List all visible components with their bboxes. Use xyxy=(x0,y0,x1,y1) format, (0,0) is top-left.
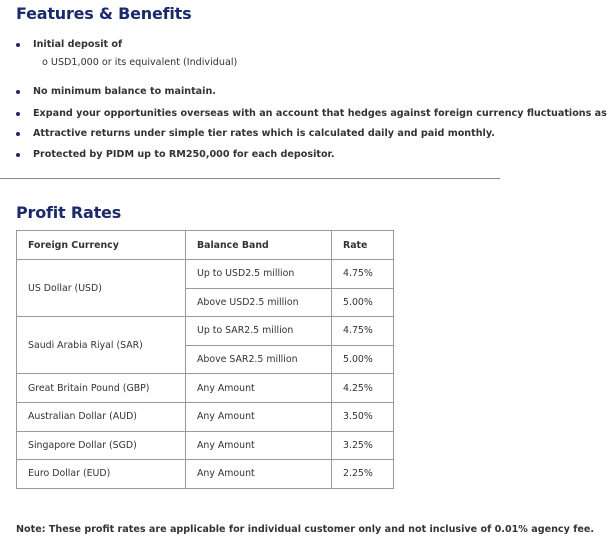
list-item-text: Protected by PIDM up to RM250,000 for each depositor. xyxy=(33,149,335,160)
cell-currency: Singapore Dollar (SGD) xyxy=(17,431,186,460)
table-row xyxy=(17,460,394,489)
list-item-text: No minimum balance to maintain. xyxy=(33,86,216,97)
bullet-icon xyxy=(16,153,20,157)
table-row xyxy=(17,374,394,403)
cell-currency: Great Britain Pound (GBP) xyxy=(17,374,186,403)
cell-rate: 2.25% xyxy=(332,460,394,489)
header-rate: Rate xyxy=(332,231,394,260)
cell-band: Any Amount xyxy=(186,374,332,403)
cell-rate: 3.25% xyxy=(332,431,394,460)
list-item-text: Initial deposit of xyxy=(33,39,123,50)
cell-band: Above SAR2.5 million xyxy=(186,345,332,374)
cell-band: Above USD2.5 million xyxy=(186,288,332,317)
bullet-icon xyxy=(16,90,20,94)
header-balance-band: Balance Band xyxy=(186,231,332,260)
table-row xyxy=(17,402,394,431)
cell-rate: 5.00% xyxy=(332,288,394,317)
section-divider xyxy=(0,178,500,179)
cell-band: Any Amount xyxy=(186,431,332,460)
cell-band: Up to USD2.5 million xyxy=(186,260,332,289)
table-row xyxy=(17,431,394,460)
cell-rate: 3.50% xyxy=(332,402,394,431)
features-title: Features & Benefits xyxy=(16,4,192,23)
bullet-icon xyxy=(16,132,20,136)
table-header-row xyxy=(17,231,394,260)
cell-currency: US Dollar (USD) xyxy=(17,260,186,317)
table-row xyxy=(17,260,394,289)
cell-rate: 5.00% xyxy=(332,345,394,374)
cell-currency: Saudi Arabia Riyal (SAR) xyxy=(17,317,186,374)
cell-currency: Euro Dollar (EUD) xyxy=(17,460,186,489)
profit-rates-note: Note: These profit rates are applicable for individual customer only and not inclusive of 0.01% agency fee. xyxy=(16,524,595,535)
cell-rate: 4.75% xyxy=(332,317,394,346)
cell-currency: Australian Dollar (AUD) xyxy=(17,402,186,431)
bullet-icon xyxy=(16,43,20,47)
sub-list-item: o USD1,000 or its equivalent (Individual) xyxy=(42,57,238,68)
cell-band: Any Amount xyxy=(186,460,332,489)
cell-band: Up to SAR2.5 million xyxy=(186,317,332,346)
list-item-text: Expand your opportunities overseas with an account that hedges against foreign currency fluctuations as xyxy=(33,108,607,119)
cell-rate: 4.75% xyxy=(332,260,394,289)
cell-rate: 4.25% xyxy=(332,374,394,403)
table-row xyxy=(17,317,394,346)
cell-band: Any Amount xyxy=(186,402,332,431)
header-foreign-currency: Foreign Currency xyxy=(17,231,186,260)
bullet-icon xyxy=(16,112,20,116)
profit-rates-title: Profit Rates xyxy=(16,203,122,222)
list-item-text: Attractive returns under simple tier rates which is calculated daily and paid monthly. xyxy=(33,128,495,139)
profit-rates-table xyxy=(16,230,394,489)
